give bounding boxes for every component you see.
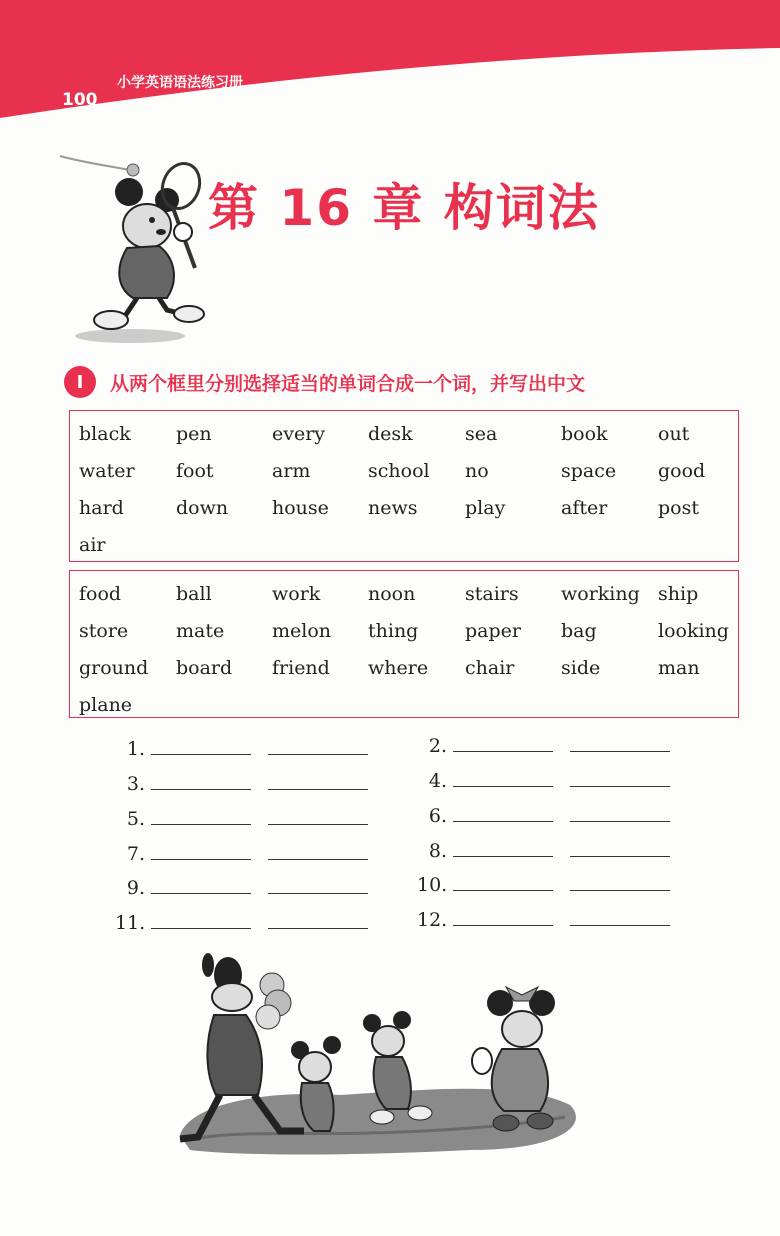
item-number: 12.	[417, 909, 448, 931]
chapter-title: 第 16 章 构词法	[208, 179, 600, 237]
word: down	[176, 497, 229, 519]
section-instruction: 从两个框里分别选择适当的单词合成一个词，并写出中文	[110, 372, 586, 395]
item-number: 7.	[126, 843, 145, 865]
answer-blank[interactable]	[453, 772, 553, 787]
word: noon	[368, 583, 416, 605]
item-number: 3.	[126, 773, 145, 795]
item-number: 5.	[126, 808, 145, 830]
item-number: 9.	[126, 877, 145, 899]
section-number-badge: I	[64, 366, 96, 398]
answer-blank[interactable]	[151, 810, 251, 825]
answer-blank[interactable]	[268, 810, 368, 825]
item-number: 11.	[115, 912, 146, 934]
characters-group-illustration	[170, 945, 590, 1160]
word: working	[561, 583, 640, 605]
word-row	[70, 653, 738, 690]
word: black	[79, 423, 131, 445]
word-row	[70, 616, 738, 653]
blank-item	[417, 770, 670, 792]
answer-blank[interactable]	[570, 876, 670, 891]
item-number: 10.	[417, 874, 448, 896]
section-header	[64, 366, 585, 398]
item-number: 1.	[126, 738, 145, 760]
word: mate	[176, 620, 225, 642]
word: hard	[79, 497, 124, 519]
item-number: 2.	[428, 735, 447, 757]
word: plane	[79, 694, 133, 716]
item-number: 4.	[428, 770, 447, 792]
word: every	[272, 423, 326, 445]
word: good	[658, 460, 706, 482]
answer-blank[interactable]	[453, 911, 553, 926]
word: foot	[176, 460, 214, 482]
word: man	[658, 657, 700, 679]
answer-blank[interactable]	[570, 772, 670, 787]
word: space	[561, 460, 617, 482]
word-row	[70, 530, 738, 567]
word: air	[79, 534, 106, 556]
blank-item	[417, 805, 670, 827]
word: out	[658, 423, 690, 445]
word: friend	[272, 657, 330, 679]
word: sea	[465, 423, 498, 445]
word: melon	[272, 620, 332, 642]
blank-item	[115, 808, 368, 830]
book-title: 小学英语语法练习册	[117, 75, 243, 91]
word: looking	[658, 620, 729, 642]
word: work	[272, 583, 321, 605]
word: where	[368, 657, 429, 679]
page-number: 100	[62, 90, 98, 110]
blank-item	[115, 912, 368, 934]
word: pen	[176, 423, 212, 445]
word: ship	[658, 583, 699, 605]
item-number: 6.	[428, 805, 447, 827]
answer-blank[interactable]	[151, 914, 251, 929]
word-row	[70, 493, 738, 530]
answer-blank[interactable]	[570, 911, 670, 926]
blank-item	[115, 773, 368, 795]
word: side	[561, 657, 601, 679]
answer-blank[interactable]	[151, 740, 251, 755]
blank-item	[115, 738, 368, 760]
word: store	[79, 620, 129, 642]
word: stairs	[465, 583, 519, 605]
word-box-first	[69, 410, 739, 562]
answer-blank[interactable]	[268, 914, 368, 929]
word: after	[561, 497, 608, 519]
word: play	[465, 497, 506, 519]
word-box-second	[69, 570, 739, 718]
word: board	[176, 657, 233, 679]
word: news	[368, 497, 418, 519]
mickey-tennis-illustration	[55, 148, 215, 348]
word: water	[79, 460, 135, 482]
answer-blank[interactable]	[151, 879, 251, 894]
blank-item	[417, 874, 670, 896]
answer-blank[interactable]	[570, 807, 670, 822]
blank-item	[417, 840, 670, 862]
word: house	[272, 497, 329, 519]
word: post	[658, 497, 699, 519]
answer-blank[interactable]	[268, 845, 368, 860]
blank-item	[417, 909, 670, 931]
word-row	[70, 579, 738, 616]
answer-blank[interactable]	[268, 740, 368, 755]
header-band	[0, 0, 780, 140]
answer-blank[interactable]	[453, 737, 553, 752]
answer-blank[interactable]	[151, 845, 251, 860]
word: desk	[368, 423, 413, 445]
word: bag	[561, 620, 597, 642]
blank-item	[417, 735, 670, 757]
answer-blank[interactable]	[151, 775, 251, 790]
word: ball	[176, 583, 212, 605]
blank-item	[115, 843, 368, 865]
answer-blank[interactable]	[268, 775, 368, 790]
answer-blank[interactable]	[570, 842, 670, 857]
word: school	[368, 460, 430, 482]
item-number: 8.	[428, 840, 447, 862]
answer-blank[interactable]	[268, 879, 368, 894]
word-row	[70, 690, 738, 727]
word: ground	[79, 657, 149, 679]
answer-blank[interactable]	[570, 737, 670, 752]
answer-blank[interactable]	[453, 842, 553, 857]
word: arm	[272, 460, 311, 482]
word: food	[79, 583, 122, 605]
word-row	[70, 419, 738, 456]
word: chair	[465, 657, 515, 679]
word: paper	[465, 620, 521, 642]
word-row	[70, 456, 738, 493]
blank-item	[115, 877, 368, 899]
word: thing	[368, 620, 419, 642]
answer-blank[interactable]	[453, 807, 553, 822]
answer-blank[interactable]	[453, 876, 553, 891]
word: book	[561, 423, 608, 445]
word: no	[465, 460, 489, 482]
